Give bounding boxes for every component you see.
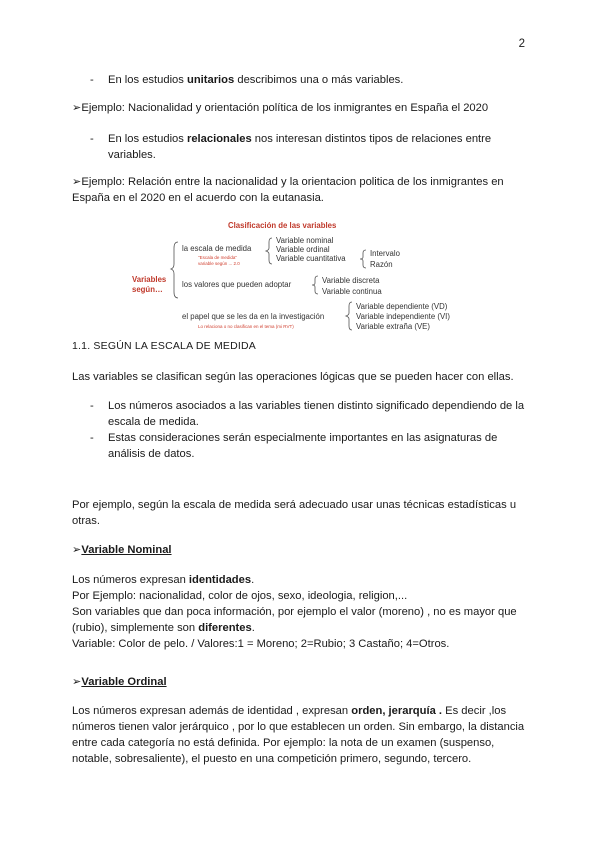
- leaf-cuantitativa: Variable cuantitativa: [276, 254, 346, 263]
- nominal-body: Los números expresan identidades. Por Ejemplo: nacionalidad, color de ojos, sexo, ideologia, religion,... Son variables que dan poca información, por ejemplo el valor (moreno) , no es mayor que (rubio), simplemente son diferentes. Variable: Color de pelo. / Valores:1 = Moreno; 2=Rubio; 3 Castaño; 4=Otros.: [72, 574, 517, 650]
- leaf-extrana: Variable extraña (VE): [356, 322, 430, 331]
- escala-bracket: [264, 236, 274, 266]
- bullet-unitarios: En los estudios unitarios describimos una o más variables.: [108, 74, 404, 86]
- papel-bracket: [344, 300, 354, 332]
- leaf-razon: Razón: [370, 260, 393, 269]
- leaf-dependiente: Variable dependiente (VD): [356, 302, 448, 311]
- page-number: 2: [518, 38, 525, 50]
- leaf-discreta: Variable discreta: [322, 276, 380, 285]
- nominal-heading: ➢Variable Nominal: [72, 544, 172, 556]
- diagram-root: Variables según…: [132, 275, 167, 294]
- leaf-intervalo: Intervalo: [370, 249, 400, 258]
- bullet-consideraciones: Estas consideraciones serán especialmente importantes en las asignaturas de análisis de datos.: [108, 432, 498, 460]
- bullet-numeros: Los números asociados a las variables tienen distinto significado dependiendo de la escala de medida.: [108, 400, 525, 428]
- dash-bullet: -: [90, 74, 94, 86]
- intro-paragraph: Las variables se clasifican según las operaciones lógicas que se pueden hacer con ellas.: [72, 371, 514, 383]
- branch-escala-note-1: "Escala de medida": [198, 255, 237, 260]
- ejemplo-2: ➢Ejemplo: Relación entre la nacionalidad y la orientacion politica de los inmigrantes en España en el 2020 en el acuerdo con la eutanasia.: [72, 176, 504, 204]
- section-heading: 1.1. SEGÚN LA ESCALA DE MEDIDA: [72, 340, 256, 352]
- branch-valores: los valores que pueden adoptar: [182, 280, 292, 289]
- leaf-nominal: Variable nominal: [276, 236, 334, 245]
- branch-escala: la escala de medida: [182, 244, 252, 253]
- leaf-ordinal: Variable ordinal: [276, 245, 330, 254]
- dash-bullet: -: [90, 133, 94, 145]
- leaf-continua: Variable continua: [322, 287, 382, 296]
- bullet-relacionales: En los estudios relacionales nos interesan distintos tipos de relaciones entre variables.: [108, 133, 492, 161]
- dash-bullet: -: [90, 432, 94, 444]
- branch-papel-note: Lo relaciona o no clasifican en el tema (mi RVT): [198, 324, 294, 329]
- dash-bullet: -: [90, 400, 94, 412]
- ordinal-body: Los números expresan además de identidad , expresan orden, jerarquía . Es decir ,los números tienen valor jerárquico , por lo que establecen un orden. Sin embargo, la distancia entre cada categoría no está definida. Por ejemplo: la nota de un examen (suspenso, notable, sobresaliente), el puesto en una competición primero, segundo, tercero.: [72, 705, 525, 765]
- ejemplo-3: Por ejemplo, según la escala de medida será adecuado usar unas técnicas estadísticas u otras.: [72, 499, 517, 527]
- diagram-title: Clasificación de las variables: [228, 221, 337, 230]
- cuantitativa-bracket: [358, 248, 368, 270]
- leaf-independiente: Variable independiente (VI): [356, 312, 450, 321]
- branch-papel: el papel que se les da en la investigación: [182, 312, 325, 321]
- ordinal-heading: ➢Variable Ordinal: [72, 676, 167, 688]
- branch-escala-note-2: variable según ... 2.0: [198, 261, 240, 266]
- root-bracket: [170, 240, 180, 300]
- valores-bracket: [310, 274, 320, 296]
- ejemplo-1: ➢Ejemplo: Nacionalidad y orientación política de los inmigrantes en España el 2020: [72, 102, 489, 114]
